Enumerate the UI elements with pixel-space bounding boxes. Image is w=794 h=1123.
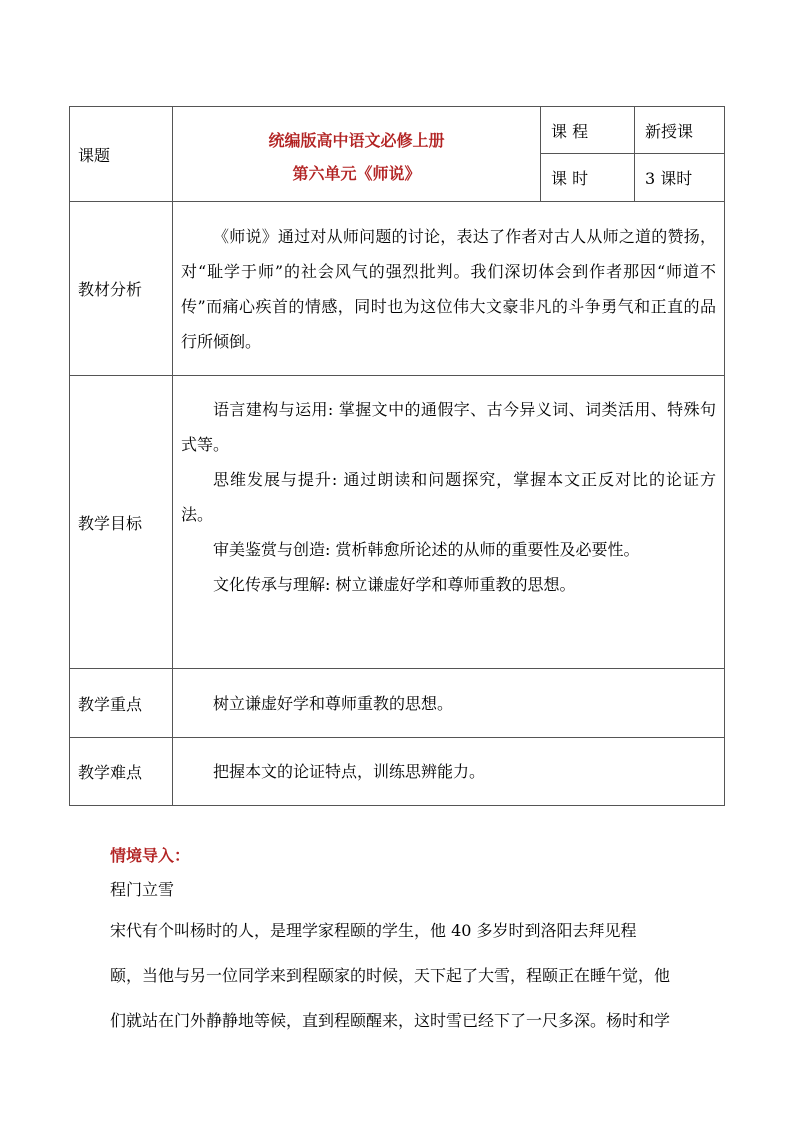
lesson-plan-table: [69, 106, 725, 806]
goal-item: 文化传承与理解: 树立谦虚好学和尊师重教的思想。: [213, 575, 576, 594]
goal-item: 审美鉴赏与创造: 赏析韩愈所论述的从师的重要性及必要性。: [213, 540, 640, 559]
story-line: 宋代有个叫杨时的人，是理学家程颐的学生，他 40 多岁时到洛阳去拜见程: [110, 921, 637, 940]
analysis-text: 《师说》通过对从师问题的讨论，表达了作者对古人从师之道的赞扬，对“耻学于师”的社会风气的强烈批判。我们深切体会到作者那因“师道不传”而痛心疾首的情感，同时也为这位伟大文豪非凡的斗争勇气和正直的品行所倾倒。: [181, 226, 716, 351]
hours-label: 课 时: [541, 154, 635, 202]
goals-label: 教学目标: [70, 376, 173, 669]
story-line: 颐，当他与另一位同学来到程颐家的时候，天下起了大雪，程颐正在睡午觉，他: [110, 966, 671, 985]
intro-heading: 情境导入：: [110, 846, 191, 865]
topic-label: 课题: [70, 107, 173, 202]
analysis-label: 教材分析: [70, 202, 173, 376]
goals-cell: [173, 376, 725, 669]
difficulty-cell: [173, 738, 725, 806]
hours-value: 3 课时: [635, 154, 725, 202]
course-label: 课 程: [541, 107, 635, 154]
goal-item: 思维发展与提升: 通过朗读和问题探究，掌握本文正反对比的论证方法。: [181, 470, 716, 524]
goal-item: 语言建构与运用: 掌握文中的通假字、古今异义词、词类活用、特殊句式等。: [181, 400, 716, 454]
lesson-title-line2: 第六单元《师说》: [292, 164, 421, 183]
difficulty-label: 教学难点: [70, 738, 173, 806]
key-point-cell: [173, 669, 725, 738]
story-body: [110, 908, 724, 1043]
story-title: 程门立雪: [110, 880, 175, 899]
key-point-label: 教学重点: [70, 669, 173, 738]
lesson-title-line1: 统编版高中语文必修上册: [268, 131, 445, 150]
key-point-text: 树立谦虚好学和尊师重教的思想。: [213, 693, 454, 713]
lesson-title: [173, 107, 541, 202]
course-value: 新授课: [635, 107, 725, 154]
story-line: 们就站在门外静静地等候，直到程颐醒来，这时雪已经下了一尺多深。杨时和学: [110, 1011, 671, 1030]
difficulty-text: 把握本文的论证特点，训练思辨能力。: [213, 762, 486, 781]
analysis-cell: [173, 202, 725, 376]
